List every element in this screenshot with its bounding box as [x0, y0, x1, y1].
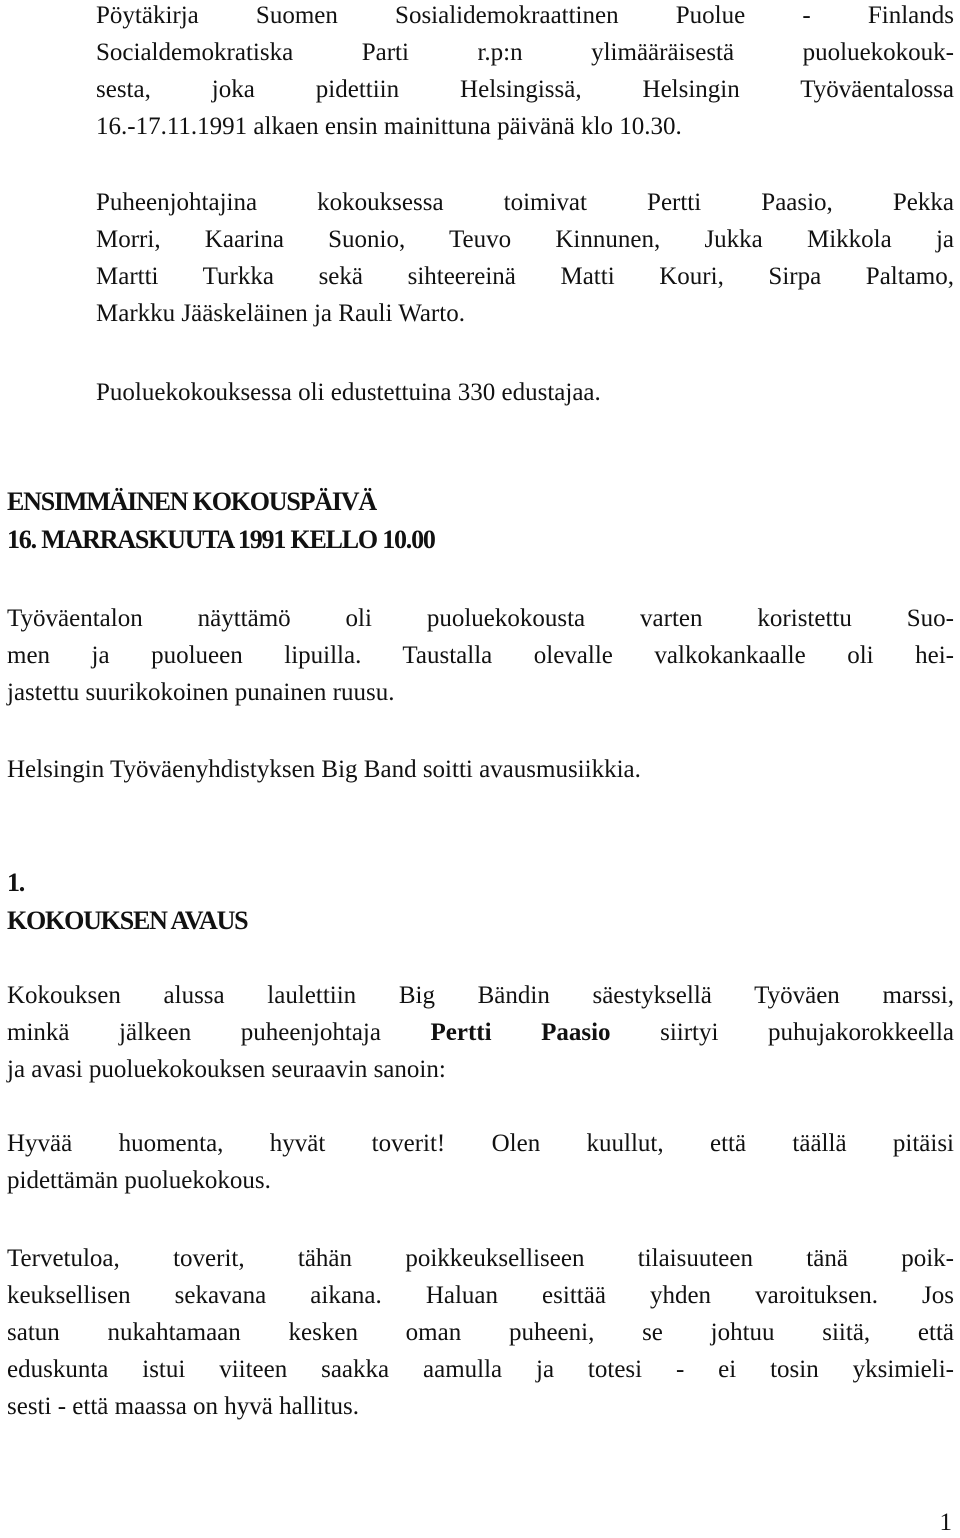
text-line: Tervetuloa, toverit, tähän poikkeukselliseen tilaisuuteen tänä poik- — [7, 1245, 954, 1272]
speaker-name: Pertti Paasio — [430, 1019, 611, 1046]
text-segment: siirtyi puhujakorokkeella — [660, 1019, 955, 1046]
text-line: pidettämän puoluekokous. — [7, 1167, 271, 1194]
text-line: satun nukahtamaan kesken oman puheeni, se johtuu siitä, että — [7, 1319, 954, 1346]
chairs-paragraph — [96, 184, 954, 332]
text-line: Socialdemokratiska Parti r.p:n ylimääräisestä puoluekokouk- — [96, 39, 954, 66]
delegates-paragraph — [96, 374, 954, 411]
text-line: 16.-17.11.1991 alkaen ensin mainittuna päivänä klo 10.30. — [96, 113, 682, 140]
text-line: Markku Jääskeläinen ja Rauli Warto. — [96, 300, 465, 327]
text-line: Morri, Kaarina Suonio, Teuvo Kinnunen, Jukka Mikkola ja — [96, 226, 954, 253]
day-heading-line: 16. MARRASKUUTA 1991 KELLO 10.00 — [7, 525, 435, 554]
text-segment: minkä jälkeen puheenjohtaja — [7, 1019, 381, 1046]
band-paragraph — [7, 751, 954, 788]
text-line: keuksellisen sekavana aikana. Haluan esittää yhden varoituksen. Jos — [7, 1282, 954, 1309]
opening-paragraph — [7, 977, 954, 1088]
stage-paragraph — [7, 600, 954, 711]
text-line: Puoluekokouksessa oli edustettuina 330 edustajaa. — [96, 379, 601, 406]
text-line: Pöytäkirja Suomen Sosialidemokraattinen Puolue - Finlands — [96, 2, 954, 29]
text-line: sesti - että maassa on hyvä hallitus. — [7, 1393, 360, 1420]
page-number: 1 — [939, 1509, 952, 1536]
text-line: sesta, joka pidettiin Helsingissä, Helsingin Työväentalossa — [96, 76, 954, 103]
text-line: jastettu suurikokoinen punainen ruusu. — [7, 679, 395, 706]
text-line — [7, 1014, 954, 1051]
text-line: men ja puolueen lipuilla. Taustalla olevalle valkokankaalle oli hei- — [7, 642, 954, 669]
text-line: Kokouksen alussa laulettiin Big Bändin säestyksellä Työväen marssi, — [7, 982, 954, 1009]
intro-paragraph — [96, 0, 954, 145]
section-number: 1. — [7, 868, 25, 897]
day-heading-line: ENSIMMÄINEN KOKOUSPÄIVÄ — [7, 487, 376, 516]
text-line: Puheenjohtajina kokouksessa toimivat Pertti Paasio, Pekka — [96, 189, 954, 216]
welcome-paragraph — [7, 1240, 954, 1425]
text-line: Työväentalon näyttämö oli puoluekokousta varten koristettu Suo- — [7, 605, 954, 632]
section-heading — [7, 864, 247, 940]
section-title: KOKOUKSEN AVAUS — [7, 906, 248, 935]
text-line: Martti Turkka sekä sihteereinä Matti Kouri, Sirpa Paltamo, — [96, 263, 954, 290]
text-line: Hyvää huomenta, hyvät toverit! Olen kuullut, että täällä pitäisi — [7, 1130, 954, 1157]
text-line: ja avasi puoluekokouksen seuraavin sanoin: — [7, 1056, 446, 1083]
greeting-paragraph — [7, 1125, 954, 1199]
day-heading — [7, 483, 435, 559]
text-line: eduskunta istui viiteen saakka aamulla ja totesi - ei tosin yksimieli- — [7, 1356, 954, 1383]
text-line: Helsingin Työväenyhdistyksen Big Band soitti avausmusiikkia. — [7, 756, 641, 783]
